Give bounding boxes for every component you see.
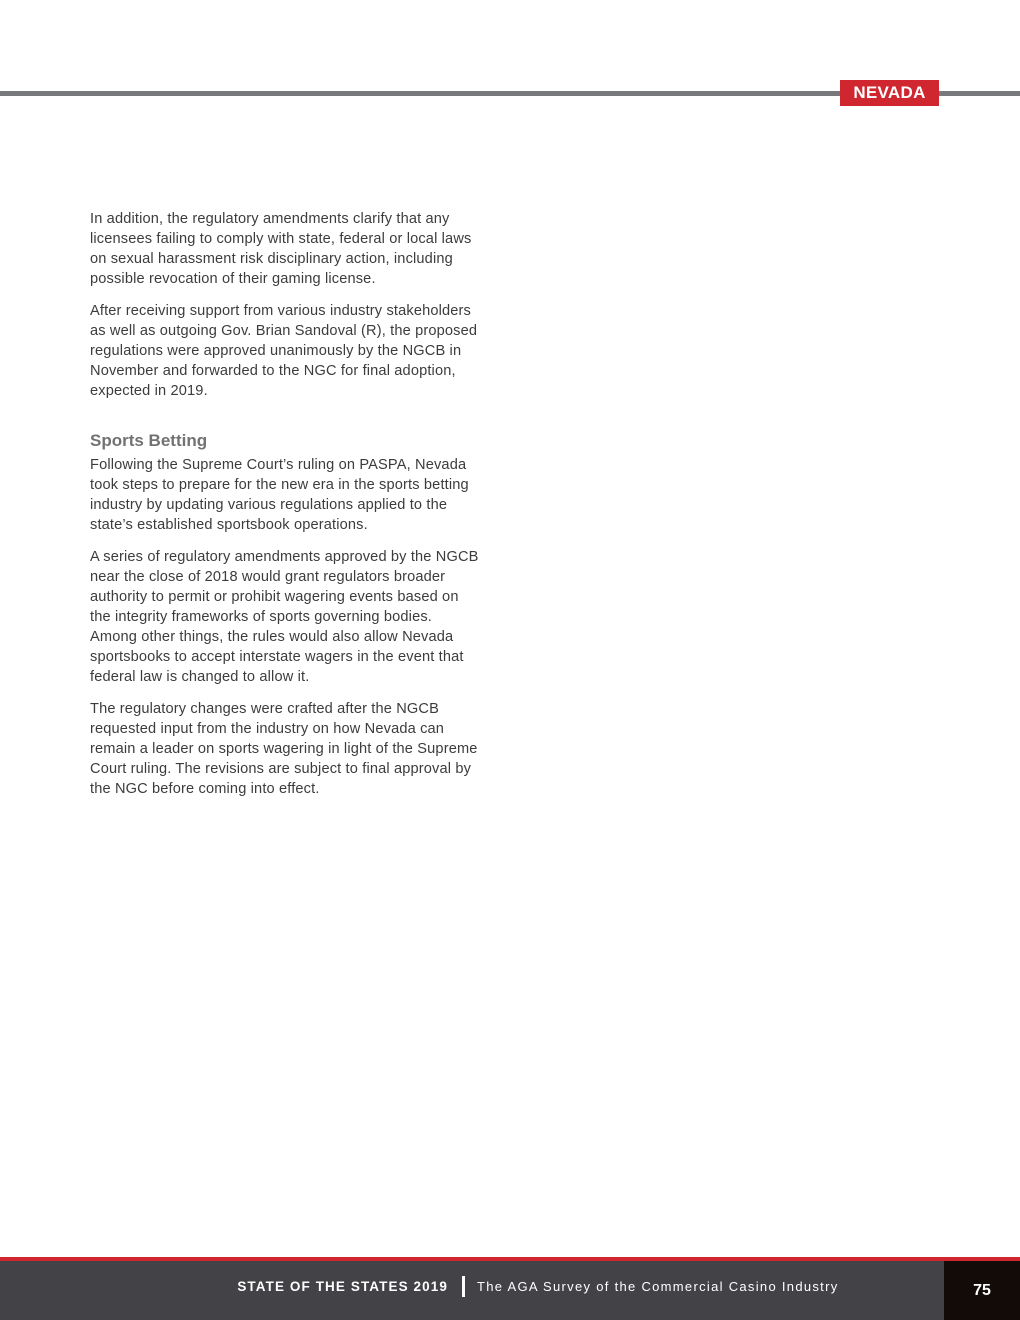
paragraph: Following the Supreme Court’s ruling on PASPA, Nevada took steps to prepare for the new era in the sports betting industry by updating various regulations applied to the state’s established sportsbook operations. [90,457,469,533]
article-body [90,209,482,811]
paragraph: In addition, the regulatory amendments clarify that any licensees failing to comply with state, federal or local laws on sexual harassment risk disciplinary action, including possible revocation of their gaming license. [90,211,472,287]
paragraph: The regulatory changes were crafted after the NGCB requested input from the industry on how Nevada can remain a leader on sports wagering in light of the Supreme Court ruling. The revisions are subject to final approval by the NGC before coming into effect. [90,701,478,797]
state-tag: NEVADA [840,80,939,106]
footer-divider [462,1276,465,1297]
paragraph: A series of regulatory amendments approved by the NGCB near the close of 2018 would grant regulators broader authority to permit or prohibit wagering events based on the integrity frameworks of sports governing bodies. Among other things, the rules would also allow Nevada sportsbooks to accept interstate wagers in the event that federal law is changed to allow it. [90,549,479,685]
page-number: 75 [944,1261,1020,1320]
footer-report-title: STATE OF THE STATES 2019 [237,1279,448,1294]
footer-report-subtitle: The AGA Survey of the Commercial Casino Industry [477,1279,839,1294]
section-heading: Sports Betting [90,431,208,450]
paragraph: After receiving support from various industry stakeholders as well as outgoing Gov. Brian Sandoval (R), the proposed regulations were approved unanimously by the NGCB in November and forwarded to the NGC for final adoption, expected in 2019. [90,303,478,399]
